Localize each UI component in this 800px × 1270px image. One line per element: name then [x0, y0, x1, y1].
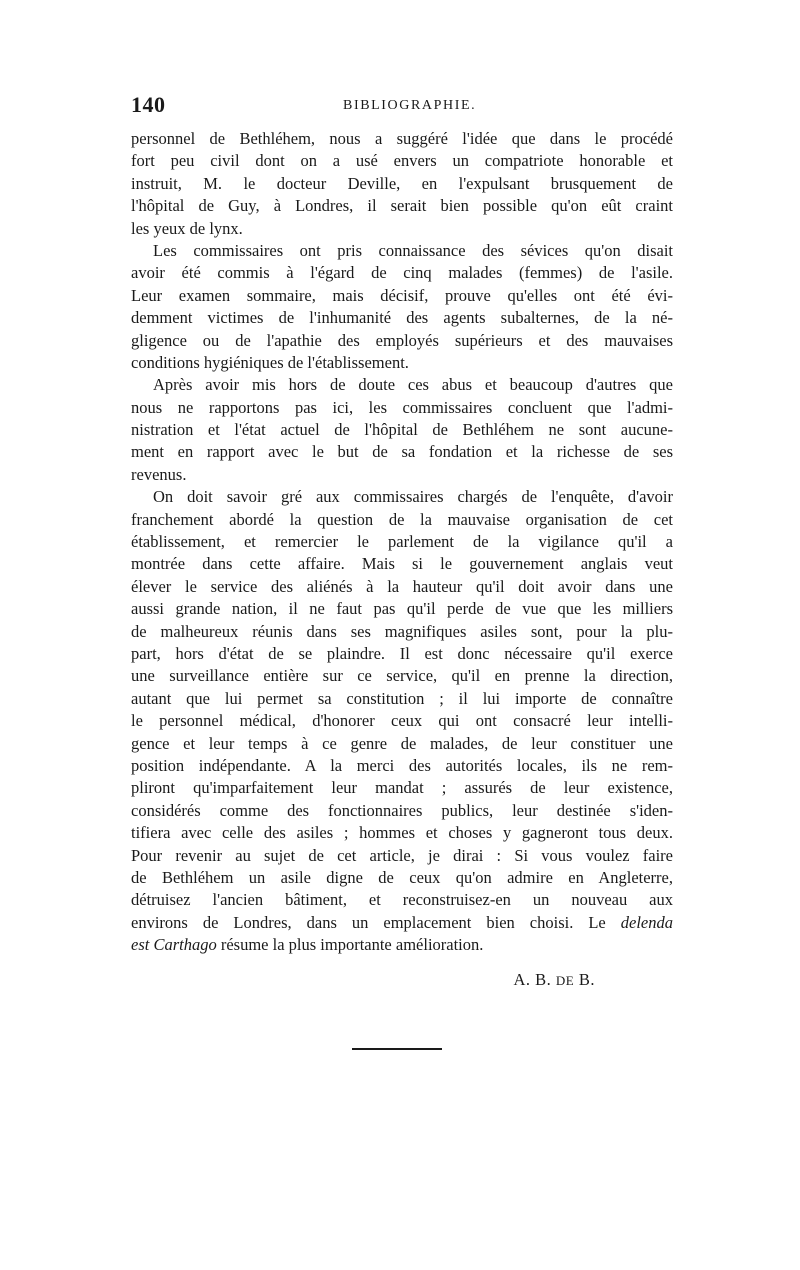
signature-final: B.: [578, 970, 595, 989]
text-line: [131, 150, 673, 172]
text-line: [131, 822, 673, 844]
line-text: instruit, M. le docteur Deville, en l'expulsant brusquement de: [131, 173, 673, 193]
running-head: BIBLIOGRAPHIE.: [343, 98, 477, 113]
italic-phrase: est Carthago: [131, 935, 217, 955]
text-line: [131, 889, 673, 911]
text-line: [131, 598, 673, 620]
end-rule: [352, 1048, 442, 1050]
line-text: de malheureux réunis dans ses magnifiques asiles sont, pour la plu-: [131, 621, 673, 641]
line-text: franchement abordé la question de la mauvaise organisation de cet: [131, 509, 673, 529]
line-text: aussi grande nation, il ne faut pas qu'il perde de vue que les milliers: [131, 599, 673, 619]
line-text: Leur examen sommaire, mais décisif, prouve qu'elles ont été évi-: [131, 285, 673, 305]
line-text: conditions hygiéniques de l'établissement.: [131, 352, 409, 372]
text-line: [131, 218, 673, 240]
line-text: part, hors d'état de se plaindre. Il est donc nécessaire qu'il exerce: [131, 643, 673, 663]
text-line: [131, 755, 673, 777]
body-text: [131, 128, 673, 956]
line-text: les yeux de lynx.: [131, 218, 243, 238]
text-line: [131, 845, 673, 867]
signature-particle: DE: [555, 973, 575, 988]
text-line: [131, 509, 673, 531]
line-text: fort peu civil dont on a usé envers un compatriote honorable et: [131, 151, 673, 171]
text-line: [131, 621, 673, 643]
line-text: position indépendante. A la merci des autorités locales, ils ne rem-: [131, 755, 673, 775]
line-text: demment victimes de l'inhumanité des agents subalternes, de la né-: [131, 308, 673, 328]
italic-phrase: delenda: [620, 912, 673, 932]
line-text: établissement, et remercier le parlement de la vigilance qu'il a: [131, 532, 673, 552]
text-line: [131, 934, 673, 956]
line-text: gligence ou de l'apathie des employés supérieurs et des mauvaises: [131, 330, 673, 350]
line-text: Après avoir mis hors de doute ces abus et beaucoup d'autres que: [153, 375, 673, 395]
line-text: de Bethléhem un asile digne de ceux qu'on admire en Angleterre,: [131, 867, 673, 887]
text-line: [131, 553, 673, 575]
line-text: avoir été commis à l'égard de cinq malades (femmes) de l'asile.: [131, 263, 673, 283]
text-line: [131, 576, 673, 598]
text-line: [131, 710, 673, 732]
line-text: le personnel médical, d'honorer ceux qui ont consacré leur intelli-: [131, 711, 673, 731]
signature-initials: A. B.: [513, 970, 552, 989]
line-text: ment en rapport avec le but de sa fondation et la richesse de ses: [131, 442, 673, 462]
line-text: autant que lui permet sa constitution ; il lui importe de connaître: [131, 688, 673, 708]
text-line: [131, 419, 673, 441]
text-line: [131, 397, 673, 419]
line-text: montrée dans cette affaire. Mais si le gouvernement anglais veut: [131, 554, 673, 574]
line-text: détruisez l'ancien bâtiment, et reconstruisez-en un nouveau aux: [131, 890, 673, 910]
line-text: pliront qu'imparfaitement leur mandat ; assurés de leur existence,: [131, 778, 673, 798]
text-line: [131, 777, 673, 799]
paragraph-first-line: [131, 240, 673, 262]
line-text: l'hôpital de Guy, à Londres, il serait bien possible qu'on eût craint: [131, 196, 673, 216]
line-text: personnel de Bethléhem, nous a suggéré l'idée que dans le procédé: [131, 129, 673, 148]
line-text: nistration et l'état actuel de l'hôpital de Bethléhem ne sont aucune-: [131, 420, 673, 440]
line-text: gence et leur temps à ce genre de malades, de leur constituer une: [131, 733, 673, 753]
paragraph-first-line: [131, 374, 673, 396]
text-line: [131, 352, 673, 374]
line-text: Les commissaires ont pris connaissance des sévices qu'on disait: [153, 240, 673, 260]
line-text: environs de Londres, dans un emplacement bien choisi. Le: [131, 912, 606, 932]
page-header: [131, 92, 673, 118]
line-text: tifiera avec celle des asiles ; hommes et choses y gagneront tous deux.: [131, 823, 673, 843]
line-text: nous ne rapportons pas ici, les commissaires concluent que l'admi-: [131, 397, 673, 417]
text-line: [131, 307, 673, 329]
text-line: [131, 330, 673, 352]
signature: [131, 970, 595, 990]
text-line: [131, 464, 673, 486]
text-line: [131, 643, 673, 665]
text-line: [131, 531, 673, 553]
text-line: [131, 441, 673, 463]
line-text: revenus.: [131, 464, 187, 484]
page-number: 140: [131, 92, 166, 117]
line-text: considérés comme des fonctionnaires publics, leur destinée s'iden-: [131, 800, 673, 820]
text-line: [131, 912, 673, 934]
text-line: [131, 128, 673, 150]
text-line: [131, 665, 673, 687]
text-line: [131, 195, 673, 217]
line-text: Pour revenir au sujet de cet article, je dirai : Si vous voulez faire: [131, 845, 673, 865]
text-line: [131, 262, 673, 284]
text-line: [131, 688, 673, 710]
text-line: [131, 173, 673, 195]
text-line: [131, 285, 673, 307]
text-line: [131, 800, 673, 822]
line-text: résume la plus importante amélioration.: [220, 935, 484, 955]
text-line: [131, 867, 673, 889]
paragraph-first-line: [131, 486, 673, 508]
line-text: une surveillance entière sur ce service, qu'il en prenne la direction,: [131, 666, 673, 686]
line-text: On doit savoir gré aux commissaires chargés de l'enquête, d'avoir: [153, 487, 673, 507]
line-text: élever le service des aliénés à la hauteur qu'il doit avoir dans une: [131, 576, 673, 596]
text-line: [131, 733, 673, 755]
